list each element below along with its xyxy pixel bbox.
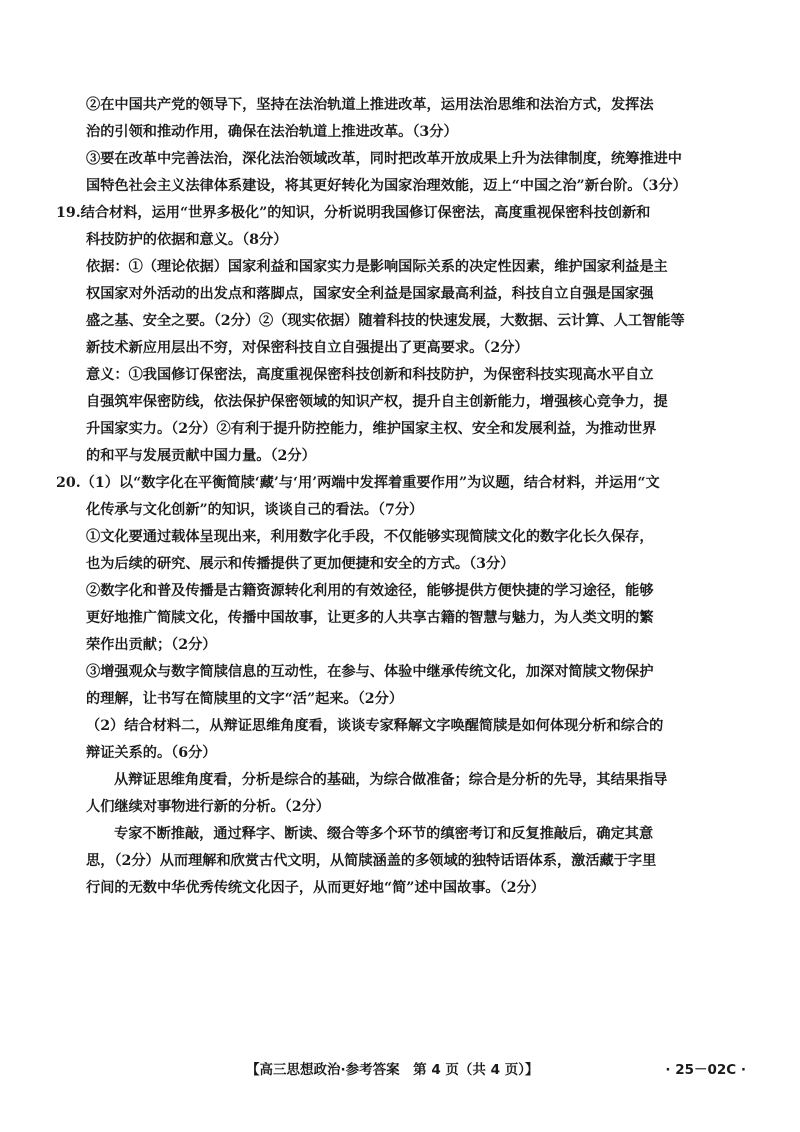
- text-line: 20.（1）以“数字化在平衡简牍‘藏’与‘用’两端中发挥着重要作用”为议题，结合材料，并运用“文: [56, 475, 660, 491]
- text-line: 盛之基、安全之要。（2分）②（现实依据）随着科技的快速发展，大数据、云计算、人工智能等: [86, 313, 685, 329]
- text-line: 从辩证思维角度看，分析是综合的基础，为综合做准备；综合是分析的先导，其结果指导: [114, 772, 668, 788]
- page-footer: [56, 1058, 746, 1080]
- text-line: ①文化要通过载体呈现出来，利用数字化手段，不仅能够实现简牍文化的数字化长久保存，: [86, 529, 654, 545]
- text-line: 的理解，让书写在简牍里的文字“活”起来。（2分）: [86, 691, 404, 707]
- text-line: 升国家实力。（2分）②有利于提升防控能力，维护国家主权、安全和发展利益，为推动世界: [86, 421, 657, 437]
- text-line: 依据：①（理论依据）国家利益和国家实力是影响国际关系的决定性因素，维护国家利益是主: [86, 259, 668, 275]
- text-line: 荣作出贡献；（2分）: [86, 637, 217, 653]
- text-line: 人们继续对事物进行新的分析。（2分）: [86, 799, 330, 815]
- text-line: 化传承与文化创新”的知识，谈谈自己的看法。（7分）: [86, 502, 424, 518]
- text-line: 思，（2分）从而理解和欣赏古代文明，从简牍涵盖的多领域的独特话语体系，激活藏于字里: [86, 853, 657, 869]
- footer-code: · 25－02C ·: [665, 1062, 746, 1078]
- text-line: 国特色社会主义法律体系建设，将其更好转化为国家治理效能，迈上“中国之治”新台阶。（3分）: [86, 178, 687, 194]
- text-line: 意义：①我国修订保密法，高度重视保密科技创新和科技防护，为保密科技实现高水平自立: [86, 367, 654, 383]
- text-line: 的和平与发展贡献中国力量。（2分）: [86, 448, 316, 464]
- text-line: ②在中国共产党的领导下，坚持在法治轨道上推进改革，运用法治思维和法治方式，发挥法: [86, 97, 654, 113]
- text-line: 19.结合材料，运用“世界多极化”的知识，分析说明我国修订保密法，高度重视保密科技创新和: [56, 205, 651, 221]
- text-line: （2）结合材料二，从辩证思维角度看，谈谈专家释解文字唤醒简牍是如何体现分析和综合的: [86, 718, 664, 734]
- text-line: 行间的无数中华优秀传统文化因子，从而更好地“简”述中国故事。（2分）: [86, 880, 545, 896]
- text-line: 治的引领和推动作用，确保在法治轨道上推进改革。（3分）: [86, 124, 458, 140]
- text-line: 也为后续的研究、展示和传播提供了更加便捷和安全的方式。（3分）: [86, 556, 515, 572]
- text-line: ③增强观众与数字简牍信息的互动性，在参与、体验中继承传统文化，加深对简牍文物保护: [86, 664, 654, 680]
- text-line: 辩证关系的。（6分）: [86, 745, 217, 761]
- text-line: 权国家对外活动的出发点和落脚点，国家安全利益是国家最高利益，科技自立自强是国家强: [86, 286, 654, 302]
- text-line: 科技防护的依据和意义。（8分）: [86, 232, 288, 248]
- text-line: 新技术新应用层出不穷，对保密科技自立自强提出了更高要求。（2分）: [86, 340, 529, 356]
- text-line: ③要在改革中完善法治，深化法治领域改革，同时把改革开放成果上升为法律制度，统筹推进中: [86, 151, 682, 167]
- text-line: 更好地推广简牍文化，传播中国故事，让更多的人共享古籍的智慧与魅力，为人类文明的繁: [86, 610, 654, 626]
- answer-body: [56, 92, 746, 902]
- footer-title: 【高三思想政治·参考答案 第 4 页（共 4 页）】: [246, 1062, 539, 1078]
- text-line: 自强筑牢保密防线，依法保护保密领域的知识产权，提升自主创新能力，增强核心竞争力，提: [86, 394, 668, 410]
- text-line: ②数字化和普及传播是古籍资源转化利用的有效途径，能够提供方便快捷的学习途径，能够: [86, 583, 654, 599]
- text-line: 专家不断推敲，通过释字、断读、缀合等多个环节的缜密考订和反复推敲后，确定其意: [114, 826, 654, 842]
